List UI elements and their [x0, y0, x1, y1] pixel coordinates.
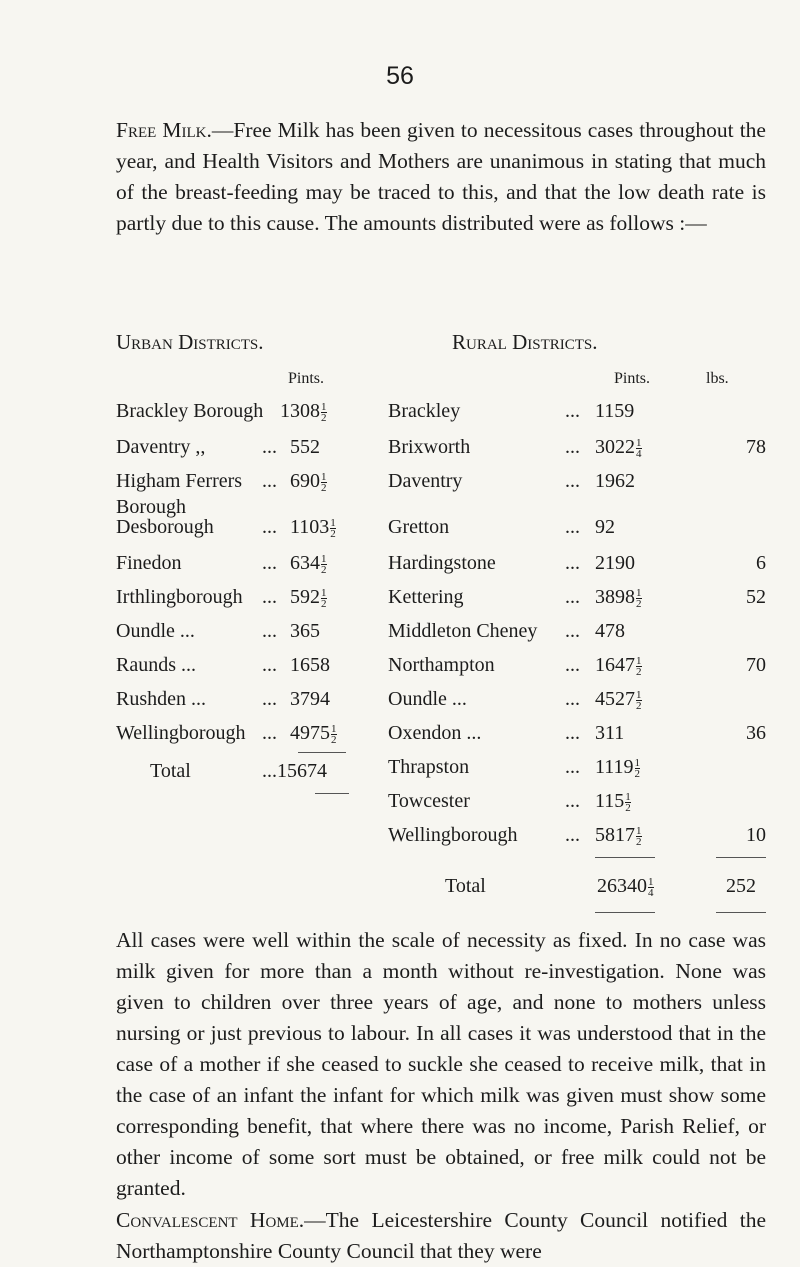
urban-row-value: 1308 $\frac{1}{2}$	[280, 400, 327, 424]
convalescent-home-text: —The Leicestershire County Council notified the Northamptonshire County Council that they were	[116, 1208, 766, 1263]
rural-row-name: Daventry	[388, 470, 463, 492]
urban-row-value-numerator: 1	[321, 586, 327, 599]
urban-row-name: Oundle ...	[116, 620, 195, 642]
rural-row-pints-fraction	[635, 758, 641, 779]
rural-row-name: Oxendon ...	[388, 722, 482, 744]
rural-row-leader: ...	[565, 470, 580, 492]
rural-row-name: Wellingborough	[388, 824, 518, 846]
rural-row-lbs: 10	[746, 824, 766, 846]
urban-row-value-numerator: 1	[321, 400, 327, 413]
rural-row-name: Brackley	[388, 400, 461, 422]
urban-row-value-numerator: 1	[330, 516, 336, 529]
rural-row-leader: ...	[565, 756, 580, 778]
rural-row-pints-denominator: 2	[636, 835, 642, 848]
urban-row-leader: ...	[262, 552, 277, 574]
rural-row-leader: ...	[565, 586, 580, 608]
rural-pints-column-header: Pints.	[614, 370, 651, 387]
rural-row-pints-fraction	[625, 792, 631, 813]
free-milk-heading: Free Milk.	[116, 118, 212, 142]
rural-row-leader: ...	[565, 436, 580, 458]
rural-total-fraction	[648, 877, 654, 898]
urban-row-value-denominator: 2	[321, 597, 327, 610]
urban-row-leader: ...	[262, 436, 277, 458]
rural-total-lbs: 252	[726, 875, 756, 897]
urban-row-value: 1103 $\frac{1}{2}$	[290, 516, 336, 540]
urban-row-value-fraction	[321, 472, 327, 493]
rural-row-name: Kettering	[388, 586, 464, 608]
rural-row-pints-numerator: 1	[636, 688, 642, 701]
rural-row-name: Northampton	[388, 654, 495, 676]
urban-row-value-fraction	[321, 588, 327, 609]
urban-row-leader: ...	[262, 688, 277, 710]
rural-lbs-subtotal-rule	[716, 857, 766, 858]
rural-row-leader: ...	[565, 654, 580, 676]
rural-row-pints: 5817 $\frac{1}{2}$	[595, 824, 642, 848]
urban-row-value: 4975 $\frac{1}{2}$	[290, 722, 337, 746]
rural-row-pints: 1647 $\frac{1}{2}$	[595, 654, 642, 678]
urban-row-value-numerator: 1	[321, 552, 327, 565]
rural-row-pints-numerator: 1	[636, 436, 642, 449]
rural-row-pints-denominator: 2	[634, 767, 641, 780]
rural-row-pints: 1159	[595, 400, 635, 422]
body-paragraph-2	[116, 1205, 766, 1267]
rural-row-pints-denominator: 4	[636, 447, 642, 460]
urban-districts-heading: Urban Districts.	[116, 330, 264, 354]
urban-row-name: Raunds ...	[116, 654, 196, 676]
rural-row-pints-numerator: 1	[634, 756, 641, 769]
rural-row-leader: ...	[565, 620, 580, 642]
rural-districts-heading: Rural Districts.	[452, 330, 598, 354]
urban-row-name: Daventry ,,	[116, 436, 206, 458]
intro-paragraph	[116, 115, 766, 239]
rural-row-name: Towcester	[388, 790, 470, 812]
urban-row-name: Rushden ...	[116, 688, 206, 710]
rural-row-pints: 1119 $\frac{1}{2}$	[595, 756, 641, 780]
urban-total-rule	[298, 752, 346, 753]
body-paragraph-1	[116, 925, 766, 1204]
rural-row-pints-numerator: 1	[636, 654, 642, 667]
rural-row-leader: ...	[565, 722, 580, 744]
rural-row-pints-fraction	[636, 438, 642, 459]
rural-row-pints-numerator: 1	[636, 586, 642, 599]
rural-row-pints-denominator: 2	[625, 801, 631, 814]
urban-row-value-denominator: 2	[330, 527, 336, 540]
urban-row-value: 1658	[290, 654, 330, 676]
rural-row-leader: ...	[565, 790, 580, 812]
rural-row-pints: 4527 $\frac{1}{2}$	[595, 688, 642, 712]
rural-row-name: Hardingstone	[388, 552, 496, 574]
rural-row-lbs: 52	[746, 586, 766, 608]
body-paragraph-1-text: All cases were well within the scale of necessity as fixed. In no case was milk given for more than a month without re-investigation. None was given to children over three years of age, and none to mothers unless nursing or just previous to labour. In all cases it was understood that in the case of a mother if she ceased to suckle she ceased to receive milk, that in the case of an infant the infant for which milk was given must show some corresponding benefit, that where there was no income, Parish Relief, or other income of some sort must be obtained, or free milk could not be granted.	[116, 928, 766, 1200]
rural-row-pints: 3898 $\frac{1}{2}$	[595, 586, 642, 610]
rural-row-pints-fraction	[636, 826, 642, 847]
rural-total-label: Total	[445, 875, 486, 897]
rural-row-pints-numerator: 1	[625, 790, 631, 803]
urban-row-value-denominator: 2	[321, 563, 327, 576]
urban-row-value-fraction	[321, 402, 327, 423]
rural-row-pints-denominator: 2	[636, 597, 642, 610]
urban-row-value-denominator: 2	[321, 411, 327, 424]
convalescent-home-heading: Convalescent Home.	[116, 1208, 305, 1232]
rural-row-pints: 115 $\frac{1}{2}$	[595, 790, 631, 814]
urban-row-value-numerator: 1	[331, 722, 337, 735]
rural-row-name: Oundle ...	[388, 688, 467, 710]
rural-row-lbs: 70	[746, 654, 766, 676]
rural-row-pints: 2190	[595, 552, 635, 574]
urban-row-name-continued: Borough	[116, 496, 186, 518]
urban-row-value-denominator: 2	[321, 481, 327, 494]
rural-row-pints-fraction	[636, 588, 642, 609]
rural-row-pints: 311	[595, 722, 625, 744]
rural-row-pints: 1962	[595, 470, 635, 492]
rural-row-name: Middleton Cheney	[388, 620, 538, 642]
urban-row-name: Wellingborough	[116, 722, 246, 744]
urban-pints-column-header: Pints.	[288, 370, 325, 387]
rural-row-leader: ...	[565, 688, 580, 710]
rural-row-name: Gretton	[388, 516, 450, 538]
urban-row-value: 552	[290, 436, 320, 458]
rural-total-numerator: 1	[648, 875, 654, 888]
urban-row-value-fraction	[321, 554, 327, 575]
urban-row-leader: ...	[262, 586, 277, 608]
page-number: 56	[386, 62, 414, 90]
rural-total-pints	[597, 875, 654, 898]
urban-total-rule-2	[315, 793, 349, 794]
rural-row-name: Thrapston	[388, 756, 470, 778]
urban-row-value: 690 $\frac{1}{2}$	[290, 470, 327, 494]
urban-row-value-fraction	[331, 724, 337, 745]
rural-lbs-column-header: lbs.	[706, 370, 729, 387]
rural-row-leader: ...	[565, 824, 580, 846]
urban-row-leader: ...	[262, 654, 277, 676]
rural-row-leader: ...	[565, 516, 580, 538]
rural-row-pints-numerator: 1	[636, 824, 642, 837]
rural-row-lbs: 78	[746, 436, 766, 458]
urban-total-label: Total	[150, 760, 191, 782]
urban-row-value: 592 $\frac{1}{2}$	[290, 586, 327, 610]
urban-row-leader: ...	[262, 516, 277, 538]
rural-total-denominator: 4	[648, 886, 654, 899]
rural-row-pints-denominator: 2	[636, 665, 642, 678]
rural-row-pints: 478	[595, 620, 625, 642]
urban-row-name: Irthlingborough	[116, 586, 243, 608]
urban-total-value: ...15674	[262, 760, 327, 782]
urban-row-leader: ...	[262, 620, 277, 642]
rural-row-leader: ...	[565, 400, 580, 422]
rural-total-rule	[595, 912, 655, 913]
rural-subtotal-rule	[595, 857, 655, 858]
rural-lbs-total-rule	[716, 912, 766, 913]
urban-row-value-denominator: 2	[331, 733, 337, 746]
urban-row-value-numerator: 1	[321, 470, 327, 483]
urban-row-value: 3794	[290, 688, 330, 710]
urban-row-value-fraction	[330, 518, 336, 539]
rural-row-pints-fraction	[636, 656, 642, 677]
urban-row-leader: ...	[262, 470, 277, 492]
rural-row-lbs: 36	[746, 722, 766, 744]
urban-row-name: Brackley Borough	[116, 400, 264, 422]
rural-total-whole: 26340	[597, 875, 647, 897]
rural-row-pints-fraction	[636, 690, 642, 711]
free-milk-text: —Free Milk has been given to necessitous cases throughout the year, and Health Visitors and Mothers are unanimous in stating that much of the breast-feeding may be traced to this, and that the low death rate is partly due to this cause. The amounts distributed were as follows :—	[116, 118, 766, 235]
rural-row-pints: 92	[595, 516, 615, 538]
rural-row-lbs: 6	[756, 552, 766, 574]
urban-row-value: 634 $\frac{1}{2}$	[290, 552, 327, 576]
rural-row-pints-denominator: 2	[636, 699, 642, 712]
urban-row-name: Higham Ferrers	[116, 470, 243, 492]
rural-row-name: Brixworth	[388, 436, 471, 458]
rural-row-pints: 3022 $\frac{1}{4}$	[595, 436, 642, 460]
urban-row-name: Desborough	[116, 516, 214, 538]
urban-row-name: Finedon	[116, 552, 182, 574]
rural-row-leader: ...	[565, 552, 580, 574]
urban-row-value: 365	[290, 620, 320, 642]
urban-row-leader: ...	[262, 722, 277, 744]
